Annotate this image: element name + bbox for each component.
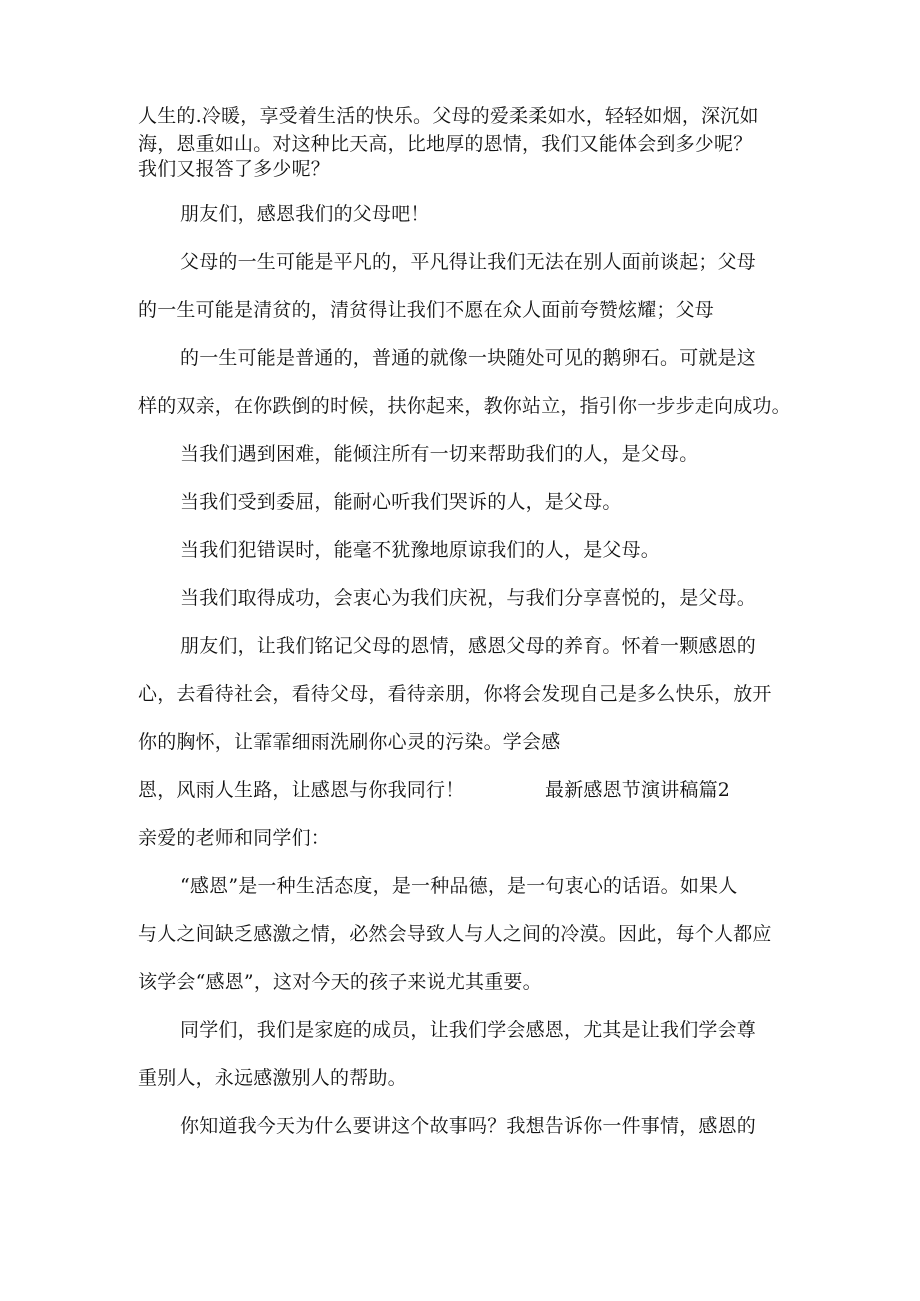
text-line: 人生的.冷暖，享受着生活的快乐。父母的爱柔柔如水，轻轻如烟，深沉如	[138, 105, 759, 127]
text-line: 朋友们，感恩我们的父母吧！	[180, 203, 430, 225]
text-line: 的一生可能是普通的，普通的就像一块随处可见的鹅卵石。可就是这	[180, 347, 757, 369]
text-line: 的一生可能是清贫的，清贫得让我们不愿在众人面前夸赞炫耀；父母	[138, 299, 715, 321]
text-line: 当我们犯错误时，能毫不犹豫地原谅我们的人，是父母。	[180, 539, 661, 561]
text-line: 朋友们，让我们铭记父母的恩情，感恩父母的养育。怀着一颗感恩的	[180, 635, 757, 657]
text-line: 同学们，我们是家庭的成员，让我们学会感恩，尤其是让我们学会尊	[180, 1019, 757, 1041]
text-line: 父母的一生可能是平凡的，平凡得让我们无法在别人面前谈起；父母	[180, 251, 757, 273]
text-line: 恩，风雨人生路，让感恩与你我同行！	[138, 779, 465, 801]
text-line: 我们又报答了多少呢？	[138, 158, 331, 180]
text-line: 当我们遇到困难，能倾注所有一切来帮助我们的人，是父母。	[180, 443, 699, 465]
text-line: 你的胸怀，让霏霏细雨洗刷你心灵的污染。学会感	[138, 731, 561, 753]
text-line: 重别人，永远感激别人的帮助。	[138, 1067, 407, 1089]
text-line: 当我们取得成功，会衷心为我们庆祝，与我们分享喜悦的，是父母。	[180, 587, 757, 609]
text-line: 与人之间缺乏感激之情，必然会导致人与人之间的冷漠。因此，每个人都应	[138, 923, 772, 945]
text-line: 该学会“感恩”，这对今天的孩子来说尤其重要。	[138, 971, 542, 993]
text-line: 海，恩重如山。对这种比天高，比地厚的恩情，我们又能体会到多少呢？	[138, 133, 753, 155]
text-line: 心，去看待社会，看待父母，看待亲朋，你将会发现自己是多么快乐，放开	[138, 683, 772, 705]
section-heading: 最新感恩节演讲稿篇2	[545, 779, 731, 801]
text-line: “感恩”是一种生活态度，是一种品德，是一句衷心的话语。如果人	[180, 875, 738, 897]
text-line: 样的双亲，在你跌倒的时候，扶你起来，教你站立，指引你一步步走向成功。	[138, 395, 791, 417]
text-line: 当我们受到委屈，能耐心听我们哭诉的人，是父母。	[180, 491, 622, 513]
text-line: 你知道我今天为什么要讲这个故事吗？我想告诉你一件事情，感恩的	[180, 1115, 757, 1137]
salutation: 亲爱的老师和同学们：	[138, 827, 331, 849]
